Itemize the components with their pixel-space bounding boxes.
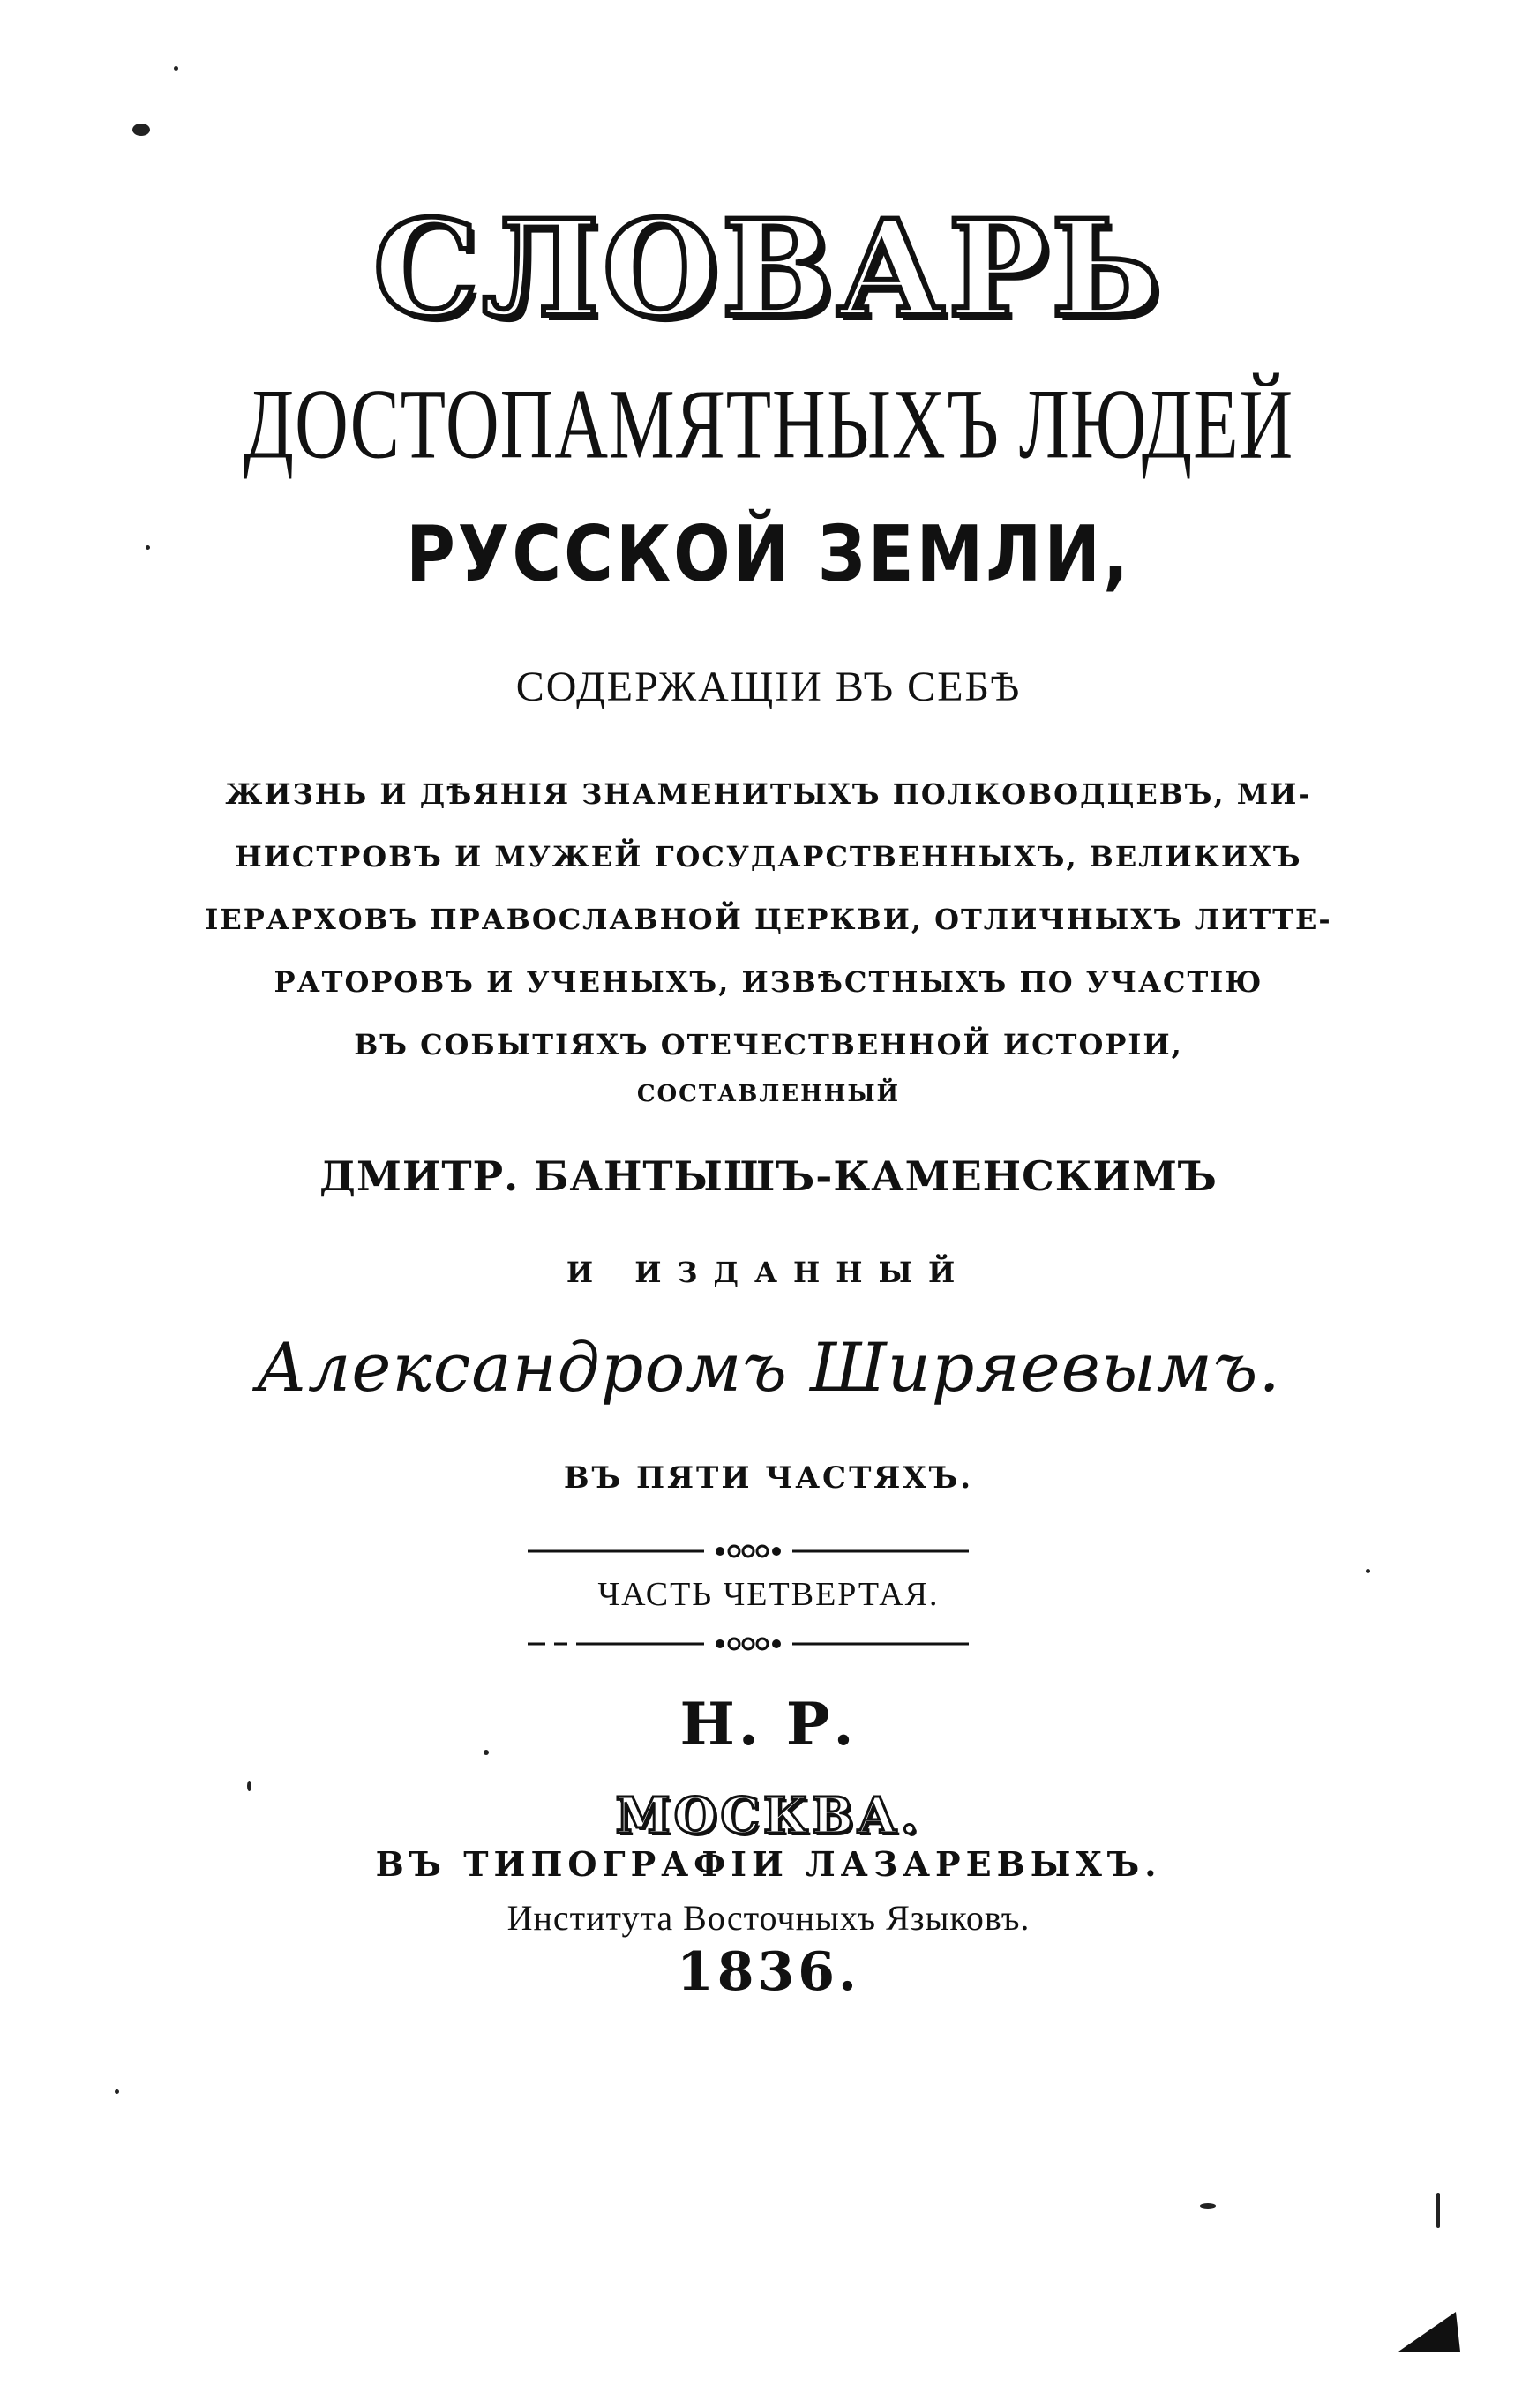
author-name: ДМИТР. БАНТЫШЪ-КАМЕНСКИМЪ [319,1152,1218,1200]
imprint-press: ВЪ ТИПОГРАФІИ ЛАЗАРЕВЫХЪ. [375,1844,1162,1884]
description-line: ВЪ СОБЫТІЯХЪ ОТЕЧЕСТВЕННОЙ ИСТОРІИ, [354,1028,1183,1061]
title-line-2: ДОСТОПАМЯТНЫХЪ ЛЮДЕЙ [243,369,1294,481]
ink-speck [1366,1569,1370,1573]
ink-speck [146,545,150,550]
ink-speck [174,66,178,71]
description-block [0,763,1537,1076]
ink-speck [484,1750,489,1755]
ink-speck [247,1781,251,1791]
initials: Н. Р. [679,1690,858,1759]
imprint-institute: Института Восточныхъ Языковъ. [506,1898,1031,1938]
description-line: НИСТРОВЪ И МУЖЕЙ ГОСУДАРСТВЕННЫХЪ, ВЕЛИКИХЪ [235,840,1302,874]
ink-speck [115,2089,119,2094]
publisher-name: Александромъ Ширяевымъ. [256,1328,1281,1407]
description-line: ЖИЗНЬ И ДѢЯНІЯ ЗНАМЕНИТЫХЪ ПОЛКОВОДЦЕВЪ, МИ- [225,777,1312,811]
description-line: ІЕРАРХОВЪ ПРАВОСЛАВНОЙ ЦЕРКВИ, ОТЛИЧНЫХЪ ЛИТТЕ- [205,903,1332,936]
compiled-label: СОСТАВЛЕННЫЙ [636,1081,901,1107]
ink-smudge [1394,2303,1465,2356]
ink-speck [1436,2193,1440,2228]
book-title: СЛОВАРЬ [372,191,1165,347]
description-line: РАТОРОВЪ И УЧЕНЫХЪ, ИЗВѢСТНЫХЪ ПО УЧАСТІЮ [274,965,1263,999]
part-label: ЧАСТЬ ЧЕТВЕРТАЯ. [597,1576,940,1613]
imprint-year: 1836. [677,1941,860,2003]
parts-count: ВЪ ПЯТИ ЧАСТЯХЪ. [563,1460,974,1496]
imprint-city: МОСКВА. [615,1787,922,1845]
title-line-4: СОДЕРЖАЩІИ ВЪ СЕБѢ [515,664,1022,710]
ornamental-rule-bottom [528,1635,969,1653]
ornamental-rule-top [528,1542,969,1560]
ink-mark [132,124,150,136]
title-line-3: РУССКОЙ ЗЕМЛИ, [406,508,1131,599]
published-label: И ИЗДАННЫЙ [566,1256,971,1289]
ink-speck [1200,2203,1216,2209]
